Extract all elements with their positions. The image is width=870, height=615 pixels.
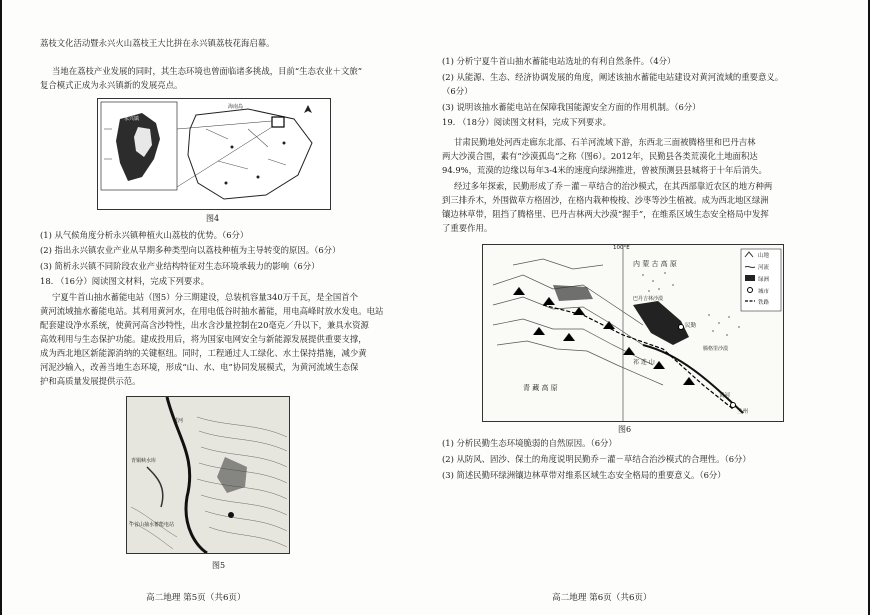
page-5 [0,0,430,615]
figure-4-caption: 图4 [206,214,220,223]
question-18-heading: 18. （16分）阅读图文材料，完成下列要求。 [40,276,210,286]
figure-4-map [97,98,331,210]
text-line: 甘肃民勤地处河西走廊东北部、石羊河流域下游，东西北三面被腾格里和巴丹吉林 [454,137,756,147]
fig6-lanzhou: 兰州 [737,409,749,415]
question-19-heading: 19. （18分）阅读图文材料，完成下列要求。 [442,117,612,127]
text-line: 荔枝文化活动暨永兴火山荔枝王大比拼在永兴镇荔枝花海启幕。 [40,38,275,48]
page-5-footer: 高二地理 第5页（共6页） [146,593,246,603]
question-17-2: (2) 指出永兴镇农业产业从早期多种类型向以荔枝种植为主导转变的原因。（6分） [40,245,341,255]
question-18-1: (1) 分析宁夏牛首山抽水蓄能电站选址的有利自然条件。（4分） [442,56,676,66]
text-line: 当地在荔枝产业发展的同时，其生态环境也曾面临诸多挑战，目前“生态农业＋文旅” [52,66,363,76]
fig6-minqin: 民勤 [685,323,697,329]
text-line: 成为西北地区新能源消纳的关键枢纽。同时，工程通过人工绿化、水土保持措施，减少黄 [40,348,367,358]
text-line: 94.9%，荒漠的边缘以每年3-4米的速度向绿洲推进，曾被预测县县城将于十年后消失。 [442,165,767,175]
legend-city: 城市 [758,289,770,295]
text-line: 河泥沙输入，改善当地生态环境，形成“山、水、电”协同发展模式，为黄河流域生态保 [40,362,359,372]
figure-5-caption: 图5 [212,561,226,570]
fig6-inner-mongolia: 内 蒙 古 高 原 [633,260,677,268]
text-line: 黄河流域抽水蓄能电站。其利用黄河水，在用电低谷时抽水蓄能，用电高峰时放水发电。电站 [40,306,384,316]
fig6-qilian: 祁 连 山 [633,359,655,366]
text-line: 复合模式正成为永兴镇新的发展亮点。 [40,80,183,90]
question-18-2: (2) 从能源、生态、经济协调发展的角度，阐述该抽水蓄能电站建设对黄河流域的重要意义。 [442,72,784,82]
fig6-qinghai-tibet: 青 藏 高 原 [523,384,558,392]
question-17-3: (3) 简析永兴镇不同阶段农业产业结构特征对生态环境承载力的影响（6分） [40,261,320,271]
question-19-3: (3) 简述民勤环绿洲镶边林草带对维系区域生态安全格局的重要意义。（6分） [442,470,726,480]
fig6-river: 黄河 [719,393,731,399]
fig4-label-hainan: 海南岛 [228,104,244,110]
fig5-label-reservoir: 青铜峡水库 [131,458,157,464]
legend-river: 河流 [758,265,770,271]
figure-5-map [126,396,290,554]
page-6-footer: 高二地理 第6页（共6页） [552,593,652,603]
fig5-label-station: 牛首山抽水蓄能电站 [129,522,175,528]
legend-railway: 铁路 [758,300,770,306]
fig6-tengger: 腾格里沙漠 [703,346,729,352]
fig4-label-yongxing: 永兴镇 [124,116,140,122]
fig5-label-river: 黄河 [173,418,184,424]
text-line: 高效利用与生态保护功能。建成投用后，将为国家电网安全与新能源发展提供重要支撑， [40,334,367,344]
question-19-1: (1) 分析民勤生态环境脆弱的自然原因。（6分） [442,438,617,448]
figure-6-map [482,244,784,422]
text-line: 经过多年探索，民勤形成了乔－灌－草结合的治沙模式，在其西部靠近农区的地方种两 [454,181,773,191]
text-line: 到三排乔木，外围做草方格固沙，在格内栽种梭梭、沙枣等沙生植被。成为西北地区绿洲 [442,195,769,205]
text-line: 宁夏牛首山抽水蓄能电站（图5）分三期建设，总装机容量340万千瓦，是全国首个 [52,292,359,302]
fig6-badain: 巴丹吉林沙漠 [633,296,664,302]
legend-mountain: 山地 [758,253,770,259]
legend-oasis: 绿洲 [758,277,770,283]
question-18-2-score: （6分） [442,86,473,96]
question-18-3: (3) 说明该抽水蓄能电站在保障我国能源安全方面的作用机制。（6分） [442,102,701,112]
text-line: 了重要作用。 [442,223,493,233]
page-6 [432,0,870,615]
text-line: 配套建设净水系统，使黄河高含沙特性，出水含沙量控制在20毫克／升以下，兼具水资源 [40,320,369,330]
figure-6-caption: 图6 [618,425,632,434]
text-line: 镶边林草带，阻挡了腾格里、巴丹吉林两大沙漠“握手”，在维系区域生态安全格局中发挥 [442,209,769,219]
question-17-1: (1) 从气候角度分析永兴镇种植火山荔枝的优势。（6分） [40,230,249,240]
question-19-2: (2) 从防风、固沙、保土的角度说明民勤乔－灌－草结合治沙模式的合理性。（6分） [442,454,751,464]
text-line: 两大沙漠合围，素有“沙漠孤岛”之称（图6）。2012年，民勤县各类荒漠化土地面积达 [442,151,758,161]
fig6-longitude: 100°E [613,245,630,251]
text-line: 护和高质量发展提供示范。 [40,376,141,386]
